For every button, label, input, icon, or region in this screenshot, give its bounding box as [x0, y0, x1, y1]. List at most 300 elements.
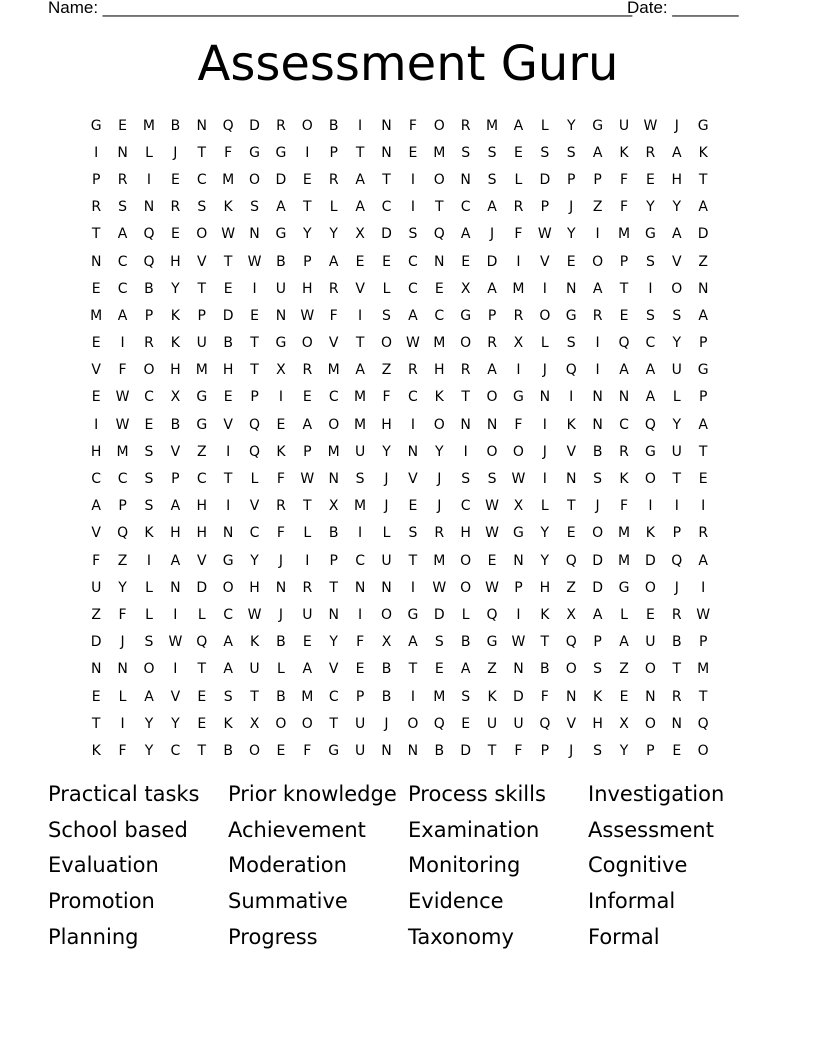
grid-letter: V: [408, 471, 418, 488]
grid-letter: I: [305, 552, 310, 569]
grid-letter: H: [592, 715, 603, 732]
grid-row: [83, 493, 733, 520]
grid-letter: E: [382, 253, 391, 270]
grid-letter: A: [302, 661, 313, 678]
grid-letter: F: [118, 606, 127, 623]
grid-letter: P: [329, 552, 338, 569]
grid-letter: M: [617, 552, 631, 569]
grid-letter: T: [329, 579, 338, 596]
grid-letter: N: [671, 715, 683, 732]
grid-letter: W: [221, 226, 236, 243]
grid-letter: K: [223, 199, 233, 216]
grid-letter: G: [460, 307, 472, 324]
grid-letter: D: [196, 579, 208, 596]
grid-letter: B: [223, 335, 233, 352]
grid-letter: D: [249, 117, 260, 134]
grid-letter: J: [278, 552, 283, 569]
grid-letter: Z: [381, 362, 392, 379]
grid-letter: J: [542, 443, 547, 460]
grid-letter: B: [144, 280, 154, 297]
grid-letter: E: [276, 416, 286, 433]
grid-letter: O: [275, 715, 287, 732]
grid-letter: S: [593, 661, 603, 678]
grid-letter: S: [434, 634, 444, 651]
grid-letter: E: [408, 498, 418, 515]
grid-letter: I: [94, 416, 99, 433]
grid-letter: M: [697, 661, 710, 678]
grid-letter: D: [460, 742, 472, 759]
grid-letter: I: [595, 335, 600, 352]
date-field-line: Date: _______: [627, 0, 739, 17]
grid-letter: S: [144, 443, 154, 460]
grid-letter: J: [489, 226, 495, 243]
grid-letter: G: [90, 117, 102, 134]
grid-letter: N: [434, 253, 445, 270]
grid-letter: T: [408, 552, 418, 569]
grid-letter: A: [302, 416, 313, 433]
grid-letter: K: [540, 606, 550, 623]
grid-letter: E: [170, 226, 180, 243]
grid-letter: X: [513, 335, 524, 352]
grid-letter: D: [592, 552, 603, 569]
grid-letter: P: [672, 525, 682, 542]
word-bank-item: Progress: [228, 924, 318, 949]
grid-letter: J: [384, 715, 389, 732]
grid-letter: I: [701, 579, 706, 596]
grid-letter: W: [537, 226, 552, 243]
grid-letter: M: [433, 552, 446, 569]
grid-letter: Y: [566, 117, 576, 134]
grid-letter: A: [592, 606, 603, 623]
grid-row: [83, 629, 733, 656]
grid-letter: N: [513, 661, 524, 678]
grid-letter: V: [223, 416, 233, 433]
grid-letter: Q: [618, 335, 630, 352]
grid-letter: E: [434, 280, 444, 297]
grid-letter: A: [698, 416, 708, 433]
grid-letter: I: [410, 416, 415, 433]
grid-letter: O: [380, 335, 392, 352]
grid-letter: O: [249, 171, 261, 188]
grid-row: [83, 166, 733, 193]
grid-letter: Q: [565, 552, 577, 569]
grid-letter: V: [91, 362, 101, 379]
grid-letter: P: [593, 171, 602, 188]
grid-letter: U: [671, 362, 682, 379]
grid-letter: W: [485, 579, 499, 596]
word-bank: [48, 779, 768, 957]
grid-letter: O: [222, 579, 234, 596]
grid-letter: V: [91, 525, 101, 542]
grid-letter: F: [92, 552, 101, 569]
grid-letter: O: [143, 362, 155, 379]
grid-letter: K: [144, 525, 154, 542]
grid-letter: S: [593, 471, 603, 488]
grid-letter: R: [513, 307, 524, 324]
grid-letter: B: [276, 688, 286, 705]
grid-letter: C: [144, 389, 154, 406]
grid-letter: I: [595, 362, 600, 379]
grid-letter: P: [698, 335, 708, 352]
grid-letter: B: [328, 525, 339, 542]
grid-letter: Q: [565, 362, 577, 379]
grid-letter: P: [619, 253, 629, 270]
grid-letter: I: [674, 498, 679, 515]
grid-letter: I: [94, 144, 99, 161]
grid-letter: U: [354, 715, 366, 732]
grid-letter: J: [384, 471, 389, 488]
word-bank-item: Process skills: [408, 782, 546, 806]
grid-letter: C: [355, 552, 365, 569]
grid-letter: U: [275, 280, 287, 297]
grid-letter: U: [381, 552, 392, 569]
grid-letter: T: [672, 661, 682, 678]
grid-letter: T: [223, 253, 233, 270]
grid-letter: E: [223, 280, 233, 297]
grid-letter: N: [90, 253, 102, 270]
grid-letter: E: [408, 144, 418, 161]
grid-letter: A: [408, 634, 418, 651]
grid-letter: I: [701, 498, 706, 515]
grid-letter: H: [222, 362, 234, 379]
grid-letter: V: [540, 253, 550, 270]
grid-letter: N: [381, 117, 392, 134]
grid-letter: C: [645, 335, 656, 352]
word-bank-item: Evidence: [408, 889, 504, 914]
grid-letter: I: [305, 144, 310, 161]
grid-letter: T: [223, 471, 233, 488]
grid-letter: Z: [487, 661, 497, 678]
word-bank-item: Achievement: [228, 817, 366, 842]
grid-letter: X: [566, 606, 577, 623]
grid-letter: B: [434, 742, 445, 759]
grid-letter: F: [540, 688, 549, 705]
grid-letter: A: [117, 226, 128, 243]
grid-letter: E: [619, 307, 629, 324]
grid-letter: X: [355, 226, 365, 243]
grid-letter: W: [643, 117, 658, 134]
grid-letter: W: [485, 525, 499, 542]
grid-letter: P: [91, 171, 101, 188]
grid-letter: T: [434, 199, 444, 216]
grid-letter: I: [410, 199, 415, 216]
grid-letter: Z: [698, 253, 708, 270]
grid-letter: P: [303, 253, 312, 270]
grid-letter: W: [405, 335, 420, 352]
grid-row: [83, 710, 733, 737]
grid-letter: R: [408, 362, 418, 379]
grid-letter: C: [196, 171, 207, 188]
grid-letter: E: [698, 471, 708, 488]
grid-letter: W: [247, 606, 262, 623]
grid-letter: Q: [249, 443, 261, 460]
grid-letter: P: [118, 498, 127, 515]
grid-letter: M: [617, 226, 631, 243]
grid-letter: P: [514, 579, 523, 596]
grid-letter: O: [592, 525, 604, 542]
grid-letter: D: [645, 552, 656, 569]
grid-letter: N: [222, 525, 234, 542]
grid-letter: R: [302, 579, 313, 596]
grid-letter: A: [645, 362, 656, 379]
grid-letter: T: [91, 715, 101, 732]
grid-letter: L: [461, 606, 470, 623]
grid-letter: N: [381, 742, 392, 759]
grid-letter: O: [433, 416, 445, 433]
grid-letter: A: [408, 307, 418, 324]
grid-letter: K: [223, 715, 233, 732]
grid-letter: I: [595, 226, 600, 243]
grid-letter: U: [486, 715, 498, 732]
grid-letter: J: [437, 471, 442, 488]
grid-letter: J: [674, 579, 679, 596]
grid-letter: E: [91, 688, 101, 705]
grid-letter: A: [513, 117, 524, 134]
grid-letter: B: [170, 117, 181, 134]
grid-letter: J: [278, 606, 283, 623]
grid-row: [83, 411, 733, 438]
grid-letter: H: [381, 416, 392, 433]
grid-letter: Q: [196, 634, 208, 651]
grid-letter: N: [645, 688, 656, 705]
grid-letter: F: [356, 634, 365, 651]
grid-letter: Q: [539, 715, 551, 732]
grid-letter: L: [620, 606, 628, 623]
grid-letter: S: [487, 144, 497, 161]
grid-letter: T: [250, 335, 259, 352]
grid-letter: S: [461, 471, 471, 488]
grid-letter: V: [566, 715, 577, 732]
grid-letter: N: [381, 144, 392, 161]
grid-letter: X: [276, 362, 286, 379]
grid-letter: P: [540, 742, 550, 759]
grid-letter: S: [144, 498, 154, 515]
grid-letter: O: [380, 606, 392, 623]
grid-letter: U: [618, 117, 630, 134]
grid-letter: M: [354, 498, 367, 515]
grid-letter: A: [144, 688, 154, 705]
grid-row: [83, 601, 733, 628]
grid-row: [83, 384, 733, 411]
grid-letter: E: [118, 117, 128, 134]
grid-letter: R: [276, 498, 286, 515]
grid-letter: L: [540, 117, 549, 134]
grid-letter: A: [170, 552, 181, 569]
grid-letter: Y: [382, 443, 391, 460]
grid-letter: S: [197, 199, 207, 216]
grid-letter: P: [698, 389, 708, 406]
grid-letter: D: [433, 606, 445, 623]
grid-letter: K: [645, 525, 655, 542]
grid-letter: I: [542, 280, 547, 297]
grid-letter: U: [645, 634, 656, 651]
grid-letter: O: [460, 552, 472, 569]
grid-row: [83, 465, 733, 492]
grid-letter: Q: [117, 525, 129, 542]
grid-letter: U: [91, 579, 102, 596]
grid-row: [83, 330, 733, 357]
grid-letter: R: [460, 117, 471, 134]
grid-letter: R: [487, 335, 497, 352]
grid-letter: J: [437, 498, 442, 515]
grid-letter: O: [249, 742, 261, 759]
word-bank-item: Monitoring: [408, 853, 521, 878]
grid-letter: S: [540, 144, 550, 161]
grid-letter: A: [592, 280, 603, 297]
grid-letter: O: [196, 226, 208, 243]
grid-letter: D: [381, 226, 392, 243]
grid-letter: I: [648, 280, 653, 297]
word-bank-item: Moderation: [228, 853, 347, 878]
grid-letter: X: [381, 634, 392, 651]
grid-letter: T: [303, 498, 312, 515]
grid-letter: N: [275, 307, 287, 324]
grid-letter: B: [170, 416, 181, 433]
grid-letter: O: [565, 661, 577, 678]
grid-letter: R: [592, 307, 603, 324]
grid-letter: E: [645, 171, 655, 188]
grid-letter: T: [487, 742, 497, 759]
grid-letter: U: [513, 715, 524, 732]
grid-letter: X: [170, 389, 181, 406]
grid-letter: A: [460, 661, 471, 678]
grid-letter: X: [513, 498, 524, 515]
grid-letter: Q: [486, 606, 498, 623]
grid-letter: F: [118, 362, 127, 379]
word-bank-item: Practical tasks: [48, 782, 200, 806]
word-bank-item: Cognitive: [588, 853, 688, 878]
grid-letter: F: [514, 416, 523, 433]
grid-letter: V: [196, 253, 207, 270]
grid-letter: K: [619, 144, 629, 161]
grid-letter: J: [569, 199, 574, 216]
grid-letter: R: [302, 362, 313, 379]
grid-letter: N: [565, 471, 577, 488]
grid-letter: I: [173, 606, 178, 623]
word-bank-item: School based: [48, 817, 188, 842]
grid-letter: T: [197, 144, 207, 161]
grid-letter: A: [487, 280, 497, 297]
grid-letter: F: [329, 307, 338, 324]
word-bank-item: Investigation: [588, 782, 725, 806]
grid-letter: M: [327, 443, 340, 460]
grid-letter: L: [329, 199, 338, 216]
grid-letter: A: [355, 199, 365, 216]
grid-letter: F: [619, 498, 629, 515]
grid-letter: P: [303, 443, 312, 460]
grid-letter: P: [646, 742, 655, 759]
grid-letter: G: [565, 307, 577, 324]
grid-letter: A: [355, 171, 365, 188]
grid-letter: W: [300, 307, 315, 324]
grid-letter: V: [672, 253, 682, 270]
grid-letter: D: [275, 171, 287, 188]
grid-letter: B: [671, 634, 682, 651]
grid-letter: O: [460, 579, 472, 596]
grid-letter: F: [118, 742, 127, 759]
grid-letter: I: [410, 171, 415, 188]
grid-letter: C: [328, 688, 339, 705]
grid-letter: C: [196, 471, 207, 488]
grid-letter: G: [618, 579, 630, 596]
grid-letter: G: [222, 552, 234, 569]
grid-row: [83, 221, 733, 248]
word-bank-item: Assessment: [588, 817, 714, 842]
grid-letter: J: [173, 144, 178, 161]
grid-letter: Q: [143, 226, 155, 243]
grid-letter: O: [433, 171, 445, 188]
grid-letter: N: [486, 416, 498, 433]
grid-letter: W: [300, 471, 315, 488]
grid-letter: N: [513, 552, 524, 569]
grid-letter: Q: [433, 226, 445, 243]
grid-letter: M: [617, 525, 631, 542]
grid-letter: C: [460, 199, 471, 216]
grid-letter: Y: [250, 552, 259, 569]
grid-letter: T: [355, 144, 365, 161]
grid-letter: R: [170, 199, 181, 216]
grid-letter: C: [460, 498, 471, 515]
grid-letter: N: [90, 661, 102, 678]
grid-letter: H: [539, 579, 551, 596]
grid-letter: A: [619, 362, 629, 379]
grid-row: [83, 302, 733, 329]
grid-letter: R: [645, 144, 656, 161]
grid-letter: A: [487, 199, 497, 216]
grid-letter: Y: [303, 226, 312, 243]
grid-letter: J: [674, 117, 679, 134]
grid-letter: G: [196, 416, 208, 433]
grid-letter: R: [328, 280, 339, 297]
grid-letter: G: [697, 117, 709, 134]
word-bank-item: Taxonomy: [408, 924, 514, 949]
grid-letter: J: [595, 498, 600, 515]
grid-letter: A: [328, 253, 339, 270]
word-bank-item: Informal: [588, 889, 676, 914]
grid-letter: V: [328, 661, 339, 678]
grid-letter: E: [170, 171, 180, 188]
grid-letter: L: [382, 525, 391, 542]
grid-letter: V: [566, 443, 577, 460]
grid-letter: M: [512, 280, 525, 297]
grid-letter: N: [407, 742, 419, 759]
grid-letter: A: [619, 634, 629, 651]
grid-letter: X: [619, 715, 629, 732]
grid-letter: Q: [697, 715, 709, 732]
grid-letter: Y: [329, 634, 338, 651]
grid-letter: L: [303, 525, 312, 542]
grid-letter: W: [696, 606, 711, 623]
grid-letter: K: [170, 307, 180, 324]
grid-letter: O: [644, 715, 656, 732]
grid-letter: A: [276, 199, 286, 216]
grid-letter: F: [276, 525, 285, 542]
grid-letter: Z: [566, 579, 577, 596]
grid-letter: L: [145, 606, 153, 623]
grid-letter: Y: [171, 715, 180, 732]
grid-letter: I: [358, 117, 363, 134]
grid-letter: L: [672, 389, 681, 406]
grid-letter: S: [382, 307, 391, 324]
grid-letter: N: [328, 471, 339, 488]
grid-letter: K: [487, 688, 497, 705]
grid-letter: C: [117, 253, 128, 270]
grid-letter: A: [223, 661, 233, 678]
grid-letter: T: [408, 661, 418, 678]
grid-letter: E: [197, 688, 207, 705]
grid-letter: N: [117, 661, 128, 678]
grid-letter: P: [567, 171, 576, 188]
